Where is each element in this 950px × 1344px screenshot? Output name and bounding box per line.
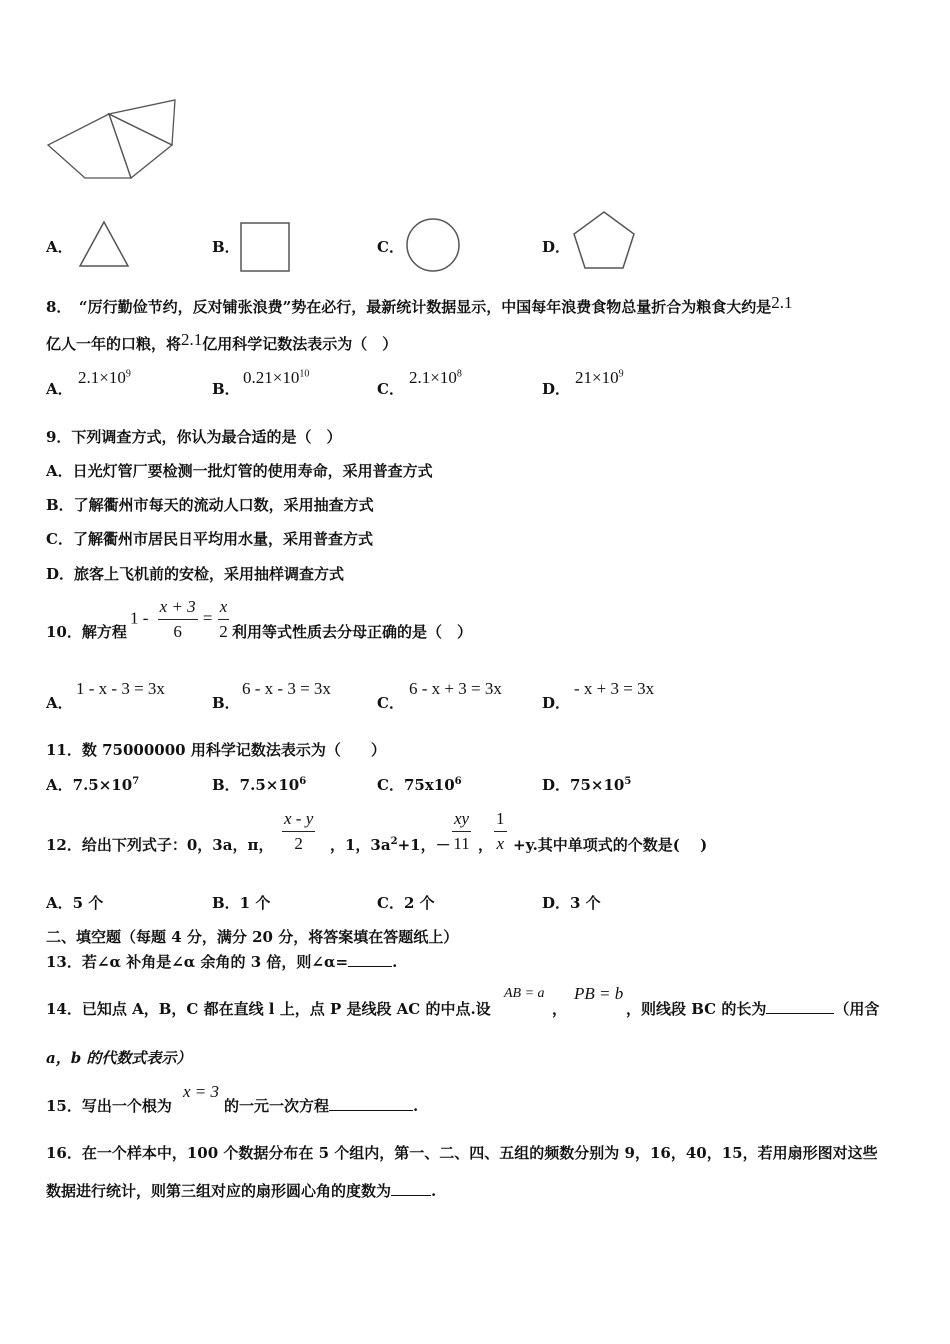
circle-shape: [405, 217, 461, 273]
pentagon-shape: [572, 210, 636, 270]
q12-option-a: A．5 个: [46, 894, 104, 912]
q14-expr1: AB = a: [504, 986, 545, 1001]
figure-option-b-label: B．: [212, 238, 240, 256]
q11-option-d: D．$75\times 10^5$: [542, 776, 632, 794]
q10-equation: 1 - $\frac{x + 3}{6}$ = $\frac{x}{2}$: [130, 597, 228, 641]
q14-answer-blank[interactable]: [766, 999, 834, 1014]
q11-option-b: B．$7.5\times 10^6$: [212, 776, 307, 794]
q8-option-b-value: $0.21\times 10^{10}$: [243, 368, 310, 387]
q12-mid1: ，1，$3a^2+1$，－: [330, 836, 451, 854]
q13-answer-blank[interactable]: [348, 952, 392, 967]
q8-option-c-value: $2.1\times 10^8$: [409, 368, 462, 387]
q16-line2: 数据进行统计，则第三组对应的扇形圆心角的度数为 .: [46, 1182, 437, 1200]
q10-option-c-expr: 6 - x + 3 = 3x: [409, 679, 502, 698]
q8-option-d-value: $21\times 10^9$: [575, 368, 624, 387]
q15-answer-blank[interactable]: [329, 1096, 413, 1111]
q13: 13．若∠α 补角是∠α 余角的 3 倍，则∠α= .: [46, 953, 398, 971]
q9-option-c: C．了解衢州市居民日平均用水量，采用普查方式: [46, 530, 373, 548]
q9-option-a: A．日光灯管厂要检测一批灯管的使用寿命，采用普查方式: [46, 462, 433, 480]
q10-option-a-expr: 1 - x - 3 = 3x: [76, 679, 165, 698]
q12-mid3: ，: [478, 836, 494, 854]
q8-option-a: A．: [46, 380, 73, 398]
square-shape: [240, 222, 290, 272]
q8-line2: 亿人一年的口粮，将2.1亿用科学记数法表示为（ ）: [46, 330, 398, 353]
figure-option-a-label: A．: [46, 238, 73, 256]
q10-option-a-label: A．: [46, 694, 73, 712]
q8-option-b: B．: [212, 380, 240, 398]
q12-frac3: $\frac{1}{x}$: [496, 809, 505, 853]
q15-prefix: 15．写出一个根为: [46, 1097, 172, 1115]
q8-option-c: C．: [377, 380, 404, 398]
q12-frac1: $\frac{x - y}{2}$: [284, 809, 314, 853]
q12-option-c: C．2 个: [377, 894, 435, 912]
q11-option-a: A．$7.5\times 10^7$: [46, 776, 140, 794]
triangle-shape: [78, 220, 130, 268]
q14-line1b: ，则线段 BC 的长为 （用含: [626, 1000, 880, 1018]
q10-option-d-expr: - x + 3 = 3x: [574, 679, 655, 698]
q11-option-c: C．$75x10^6$: [377, 776, 462, 794]
q11-stem: 11．数 75000000 用科学记数法表示为（ ）: [46, 741, 386, 759]
q10-option-c-label: C．: [377, 694, 404, 712]
q14-expr2: PB = b: [574, 984, 624, 1003]
q12-frac2: $\frac{xy}{11}$: [453, 809, 470, 853]
q8-option-a-value: $2.1\times 10^9$: [78, 368, 131, 387]
figure-option-c-label: C．: [377, 238, 404, 256]
q15-suffix: 的一元一次方程 .: [224, 1097, 419, 1115]
q12-option-d: D．3 个: [542, 894, 601, 912]
q16-line1: 16．在一个样本中，100 个数据分布在 5 个组内，第一、二、四、五组的频数分别为 9，16，40，15，若用扇形图对这些: [46, 1144, 878, 1162]
q9-option-b: B．了解衢州市每天的流动人口数，采用抽查方式: [46, 496, 374, 514]
section-title: 二、填空题（每题 4 分，满分 20 分，将答案填在答题纸上）: [46, 928, 459, 946]
q14-line1a: 14．已知点 A，B，C 都在直线 l 上，点 P 是线段 AC 的中点.设: [46, 1000, 491, 1018]
q14-comma: ，: [552, 1000, 568, 1018]
net-figure: [40, 95, 190, 185]
q10-suffix: 利用等式性质去分母正确的是（ ）: [232, 623, 473, 641]
q10-option-b-expr: 6 - x - 3 = 3x: [242, 679, 331, 698]
q10-option-b-label: B．: [212, 694, 240, 712]
q14-line2: a，b 的代数式表示）: [46, 1049, 192, 1067]
q10-prefix: 10．解方程: [46, 623, 127, 641]
q12-option-b: B．1 个: [212, 894, 271, 912]
figure-option-d-label: D．: [542, 238, 571, 256]
q8-option-d: D．: [542, 380, 571, 398]
q12-prefix: 12．给出下列式子：0，3a，π，: [46, 836, 274, 854]
q15-expr: x = 3: [183, 1082, 220, 1101]
q9-option-d: D．旅客上飞机前的安检，采用抽样调查方式: [46, 565, 345, 583]
q10-option-d-label: D．: [542, 694, 571, 712]
q16-answer-blank[interactable]: [391, 1181, 431, 1196]
q8-line1: 8． “厉行勤俭节约，反对铺张浪费”势在必行，最新统计数据显示，中国每年浪费食物总量折合为粮食大约是2.1: [46, 293, 793, 316]
q9-stem: 9．下列调查方式，你认为最合适的是（ ）: [46, 428, 342, 446]
q12-suffix: +y.其中单项式的个数是( ): [513, 836, 708, 854]
